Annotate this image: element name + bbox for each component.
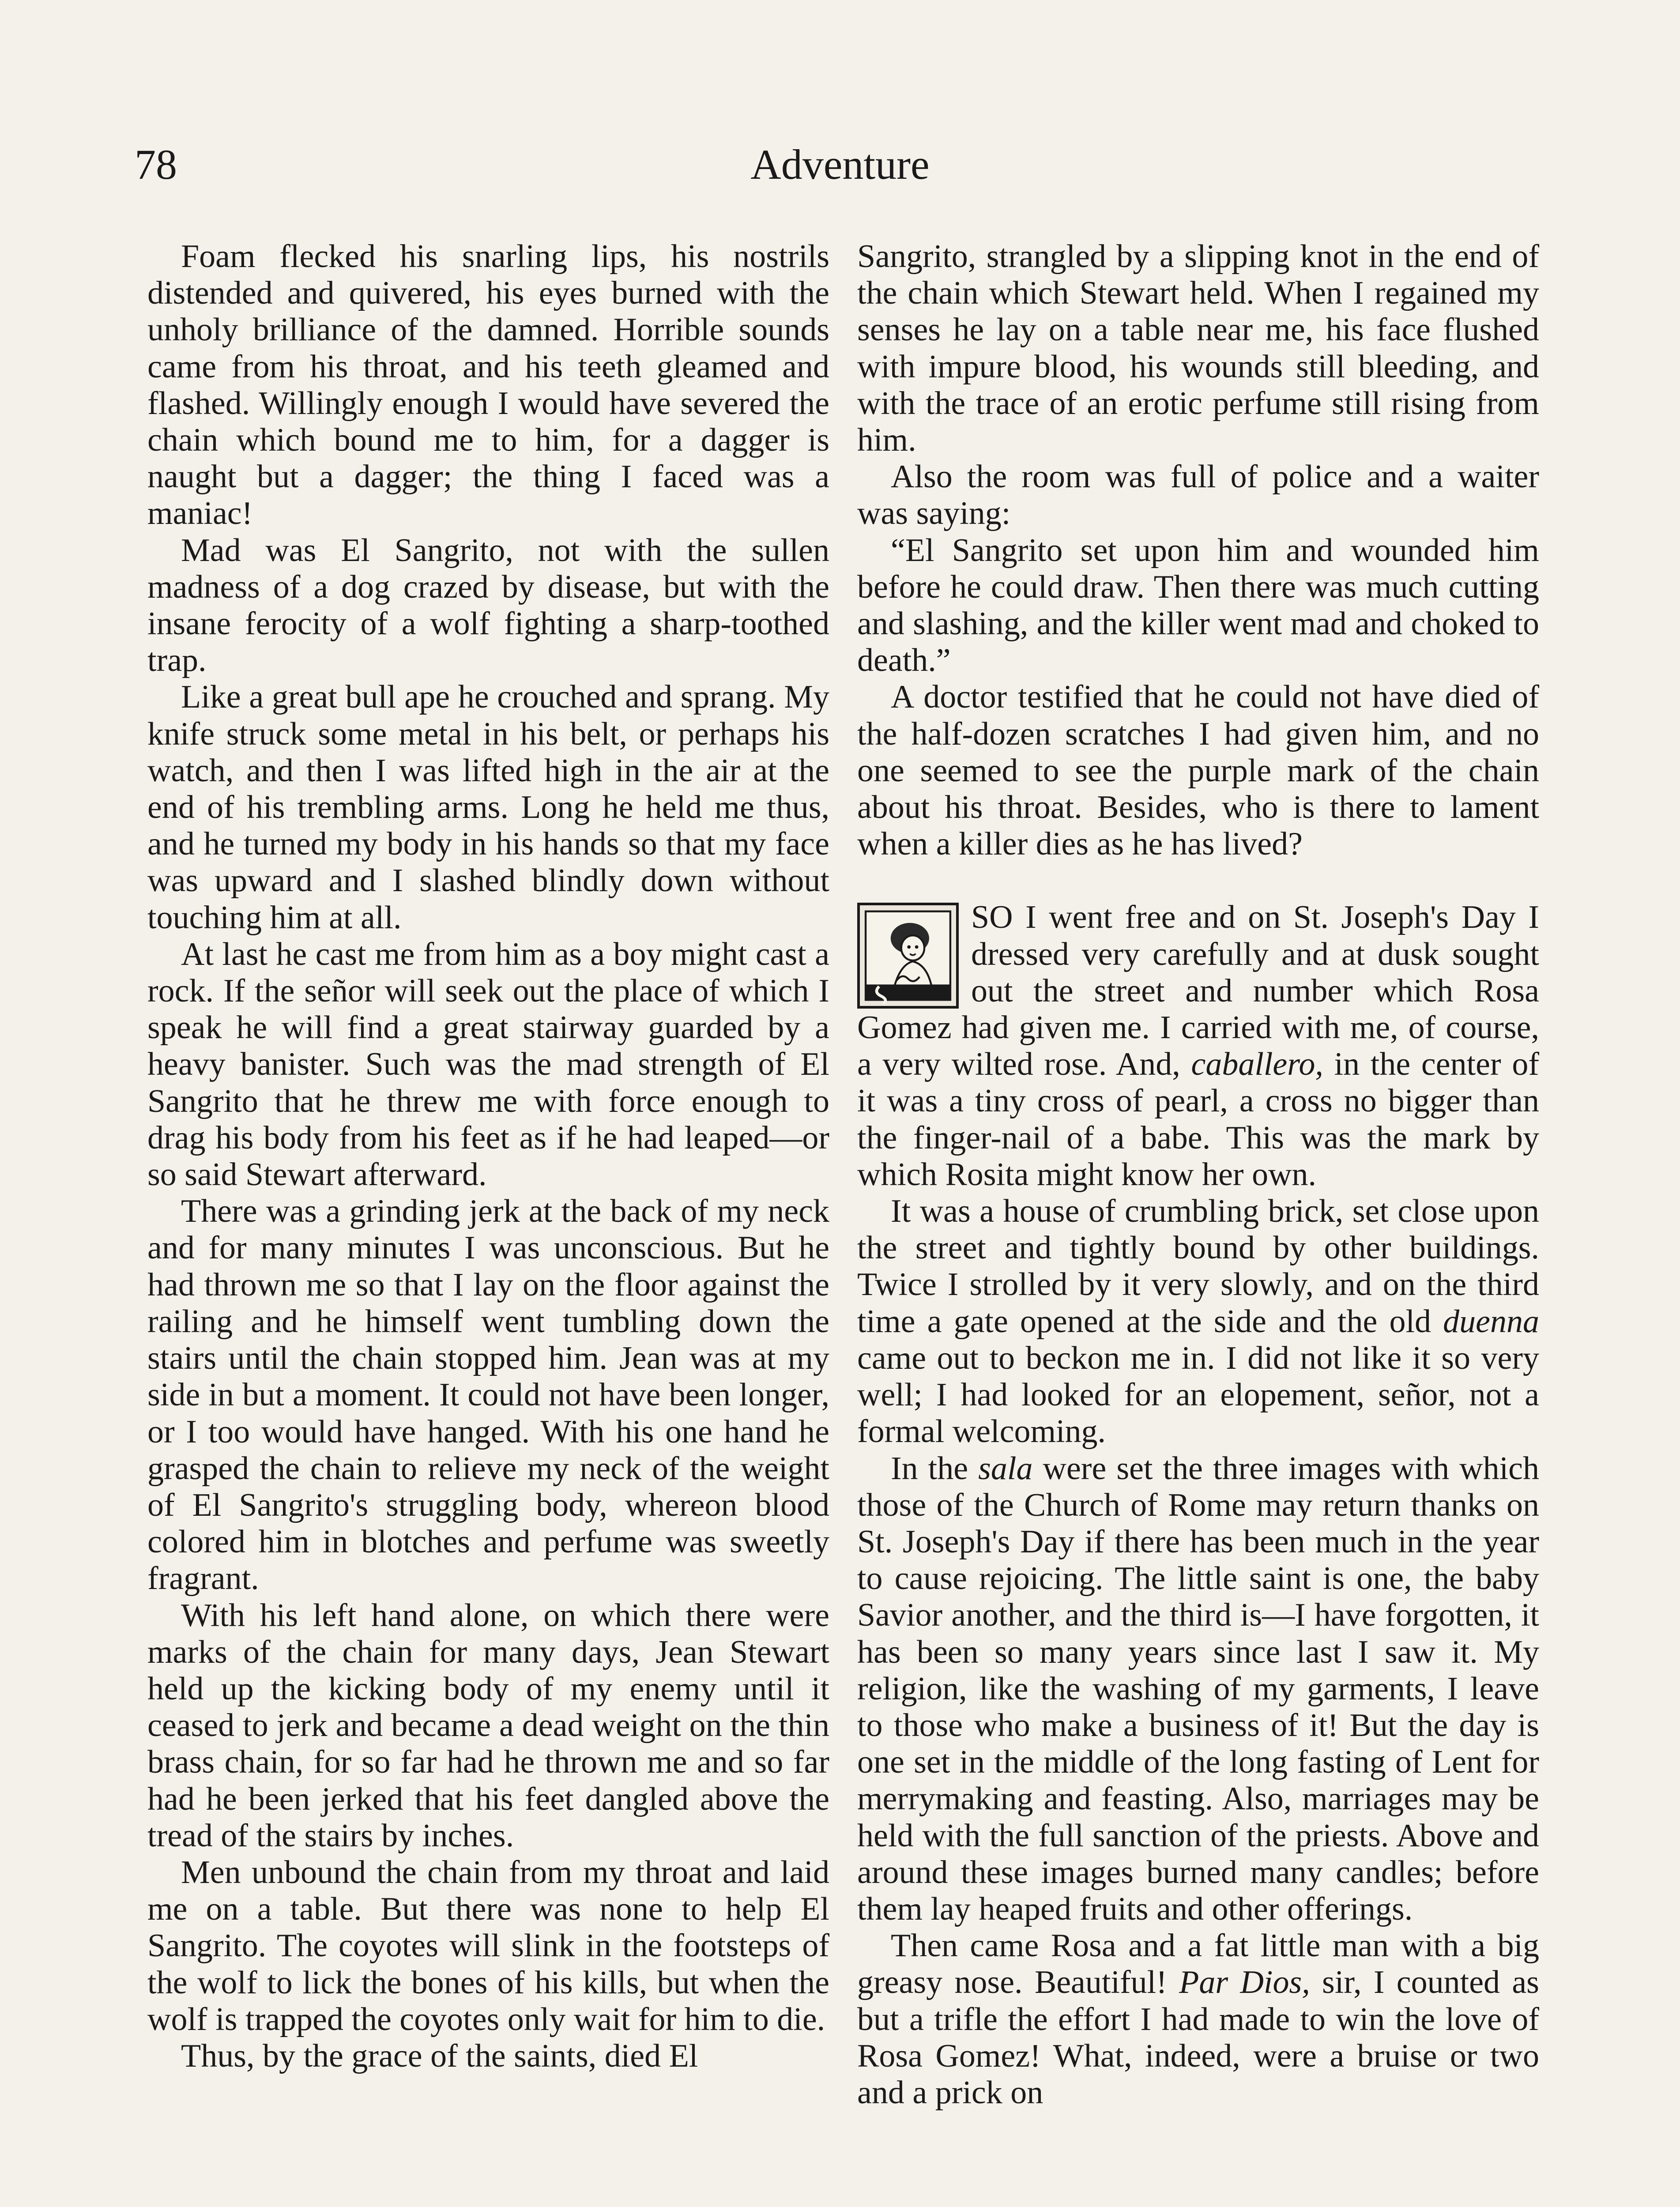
paragraph: Mad was El Sangrito, not with the sullen madness of a dog crazed by disease, but with the insane ferocity of a wolf fighting a sharp-toothed trap. [147,532,829,679]
left-column [147,238,829,2075]
paragraph: Also the room was full of police and a waiter was saying: [857,459,1539,532]
paragraph: Then came Rosa and a fat little man with a big greasy nose. Beautiful! Par Dios, sir, I counted as but a trifle the effort I had made to win the love of Rosa Gomez! What, indeed, were a bruise or two and a prick on [857,1928,1539,2111]
drop-cap-s-icon [857,903,959,1009]
paragraph: A doctor testified that he could not have died of the half-dozen scratches I had given him, and no one seemed to see the purple mark of the chain about his throat. Besides, who is there to lament when a killer dies as he has lived? [857,679,1539,862]
paragraph: It was a house of crumbling brick, set close upon the street and tightly bound by other buildings. Twice I strolled by it very slowly, and on the third time a gate opened at the side and the old duenna came out to beckon me in. I did not like it so very well; I had looked for an elopement, señor, not a formal welcoming. [857,1193,1539,1450]
paragraph: Foam flecked his snarling lips, his nostrils distended and quivered, his eyes burned with the unholy brilliance of the damned. Horrible sounds came from his throat, and his teeth gleamed and flashed. Willingly enough I would have severed the chain which bound me to him, for a dagger is naught but a dagger; the thing I faced was a maniac! [147,238,829,532]
paragraph: At last he cast me from him as a boy might cast a rock. If the señor will seek out the place of which I speak he will find a great stairway guarded by a heavy banister. Such was the mad strength of El Sangrito that he threw me with force enough to drag his body from his feet as if he had leaped—or so said Stewart afterward. [147,936,829,1193]
section-opening-paragraph: SO I went free and on St. Joseph's Day I dressed very carefully and at dusk sought out the street and number which Rosa Gomez had given me. I carried with me, of course, a very wilted rose. And, caballero, in the center of it was a tiny cross of pearl, a cross no bigger than the finger-nail of a babe. This was the mark by which Rosita might know her own. [857,899,1539,1193]
paragraph: Men unbound the chain from my throat and laid me on a table. But there was none to help El Sangrito. The coyotes will slink in the footsteps of the wolf to lick the bones of his kills, but when the wolf is trapped the coyotes only wait for him to die. [147,1854,829,2038]
paragraph: “El Sangrito set upon him and wounded him before he could draw. Then there was much cutting and slashing, and the killer went mad and choked to death.” [857,532,1539,679]
paragraph: Like a great bull ape he crouched and sprang. My knife struck some metal in his belt, or perhaps his watch, and then I was lifted high in the air at the end of his trembling arms. Long he held me thus, and he turned my body in his hands so that my face was upward and I slashed blindly down without touching him at all. [147,679,829,936]
paragraph: In the sala were set the three images with which those of the Church of Rome may return thanks on St. Joseph's Day if there has been much in the year to cause rejoicing. The little saint is one, the baby Savior another, and the third is—I have forgotten, it has been so many years since last I saw it. My religion, like the washing of my garments, I leave to those who make a business of it! But the day is one set in the middle of the long fasting of Lent for merrymaking and feasting. Also, marriages may be held with the full sanction of the priests. Above and around these images burned many candles; before them lay heaped fruits and other offerings. [857,1450,1540,1927]
page-number: 78 [135,141,177,188]
paragraph: Thus, by the grace of the saints, died El [181,2038,698,2074]
right-column [857,238,1539,2111]
paragraph: There was a grinding jerk at the back of my neck and for many minutes I was unconscious. But he had thrown me so that I lay on the floor against the railing and he himself went tumbling down the stairs until the chain stopped him. Jean was at my side in but a moment. It could not have been longer, or I too would have hanged. With his one hand he grasped the chain to relieve my neck of the weight of El Sangrito's struggling body, whereon blood colored him in blotches and perfume was sweetly fragrant. [147,1193,829,1597]
paragraph: With his left hand alone, on which there were marks of the chain for many days, Jean Stewart held up the kicking body of my enemy until it ceased to jerk and became a dead weight on the thin brass chain, for so far had he thrown me and so far had he been jerked that his feet dangled above the tread of the stairs by inches. [147,1597,829,1854]
paragraph-continued: Sangrito, strangled by a slipping knot in the end of the chain which Stewart held. When I regained my senses he lay on a table near me, his face flushed with impure blood, his wounds still bleeding, and with the trace of an erotic perfume still rising from him. [857,238,1539,459]
running-title: Adventure [750,141,930,188]
